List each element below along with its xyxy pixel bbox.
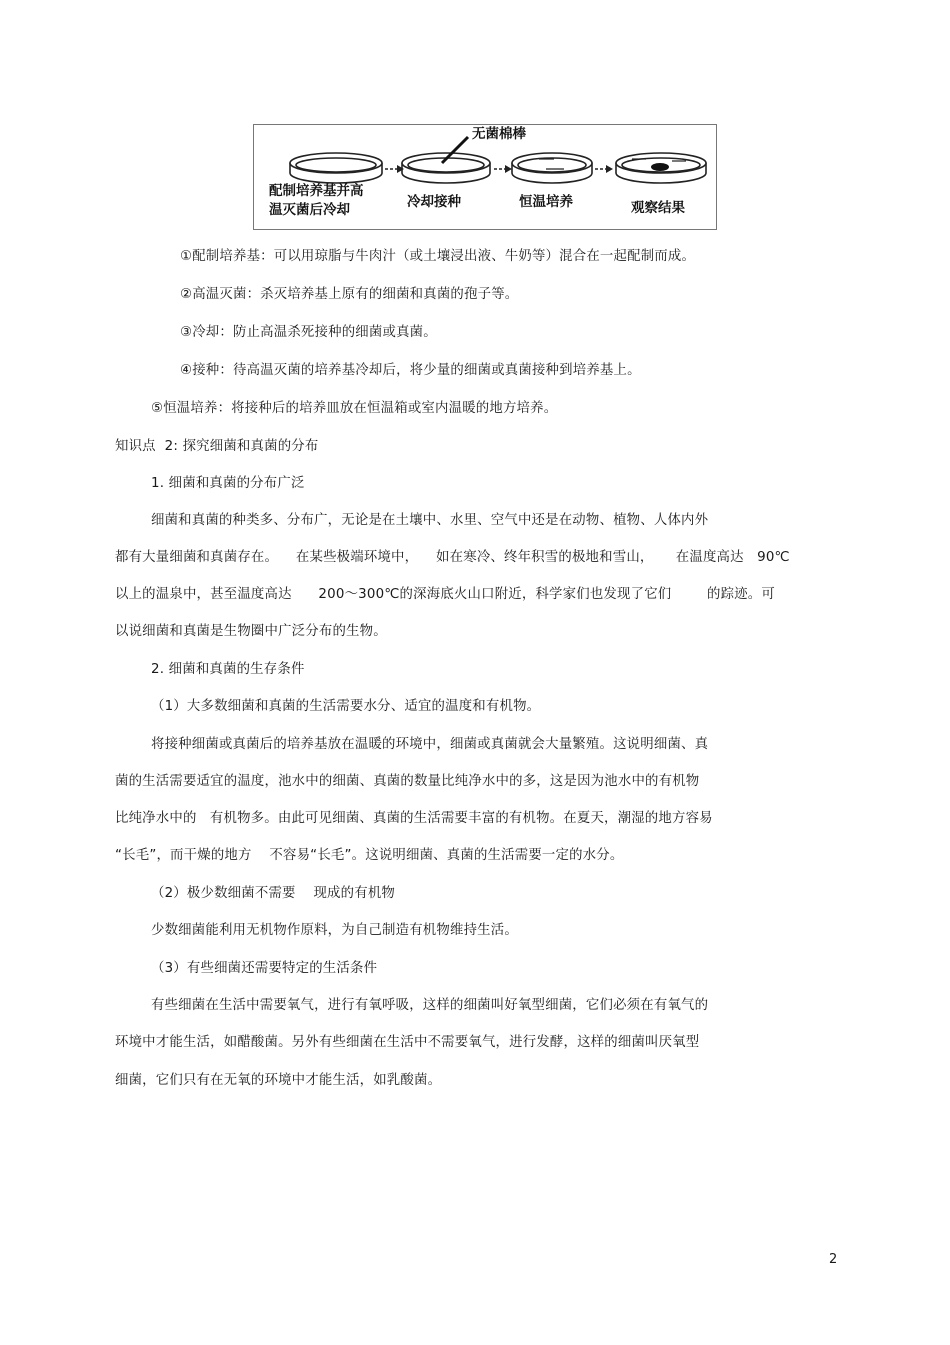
text-line: ③冷却：防止高温杀死接种的细菌或真菌。 bbox=[180, 325, 437, 340]
swab-label: 无菌棉棒 bbox=[472, 126, 526, 142]
section-heading: 知识点 2: 探究细菌和真菌的分布 bbox=[115, 439, 319, 454]
step-label: 观察结果 bbox=[631, 200, 685, 216]
text-line: “长毛”，而干燥的地方 不容易“长毛”。这说明细菌、真菌的生活需要一定的水分。 bbox=[115, 848, 624, 863]
petri-dish-sequence bbox=[254, 125, 716, 229]
subheading: 1. 细菌和真菌的分布广泛 bbox=[151, 476, 305, 491]
text-line: 细菌和真菌的种类多、分布广，无论是在土壤中、水里、空气中还是在动物、植物、人体内外 bbox=[151, 513, 709, 528]
arrow-icon bbox=[494, 165, 512, 173]
text-line: 将接种细菌或真菌后的培养基放在温暖的环境中，细菌或真菌就会大量繁殖。这说明细菌、真 bbox=[151, 737, 709, 752]
text-line: （3）有些细菌还需要特定的生活条件 bbox=[151, 961, 378, 976]
text-line: 少数细菌能利用无机物作原料，为自己制造有机物维持生活。 bbox=[151, 923, 518, 938]
text-line: ①配制培养基：可以用琼脂与牛肉汁（或土壤浸出液、牛奶等）混合在一起配制而成。 bbox=[180, 249, 696, 264]
arrow-icon bbox=[385, 165, 404, 173]
petri-dish-4 bbox=[616, 153, 706, 183]
text-line: 比纯净水中的 有机物多。由此可见细菌、真菌的生活需要丰富的有机物。在夏天，潮湿的地方容易 bbox=[115, 811, 713, 826]
text-line: 都有大量细菌和真菌存在。 在某些极端环境中， 如在寒冷、终年积雪的极地和雪山， 在温度高达 90℃ bbox=[115, 550, 790, 565]
text-line: ⑤恒温培养：将接种后的培养皿放在恒温箱或室内温暖的地方培养。 bbox=[151, 401, 558, 416]
text-line: 有些细菌在生活中需要氧气，进行有氧呼吸，这样的细菌叫好氧型细菌，它们必须在有氧气的 bbox=[151, 998, 709, 1013]
experiment-diagram bbox=[253, 124, 717, 230]
text-line: ②高温灭菌：杀灭培养基上原有的细菌和真菌的孢子等。 bbox=[180, 287, 519, 302]
text-line: （1）大多数细菌和真菌的生活需要水分、适宜的温度和有机物。 bbox=[151, 699, 541, 714]
subheading: 2. 细菌和真菌的生存条件 bbox=[151, 662, 305, 677]
text-line: 菌的生活需要适宜的温度，池水中的细菌、真菌的数量比纯净水中的多，这是因为池水中的有机物 bbox=[115, 774, 700, 789]
arrow-icon bbox=[595, 165, 613, 173]
step-label: 配制培养基并高 bbox=[269, 183, 364, 199]
text-line: 以上的温泉中，甚至温度高达 200～300℃的深海底火山口附近，科学家们也发现了它们 的踪迹。可 bbox=[115, 587, 775, 602]
text-line: 细菌，它们只有在无氧的环境中才能生活，如乳酸菌。 bbox=[115, 1073, 442, 1088]
text-line: 环境中才能生活，如醋酸菌。另外有些细菌在生活中不需要氧气，进行发酵，这样的细菌叫厌氧型 bbox=[115, 1035, 700, 1050]
petri-dish-3 bbox=[512, 153, 592, 183]
petri-dish-1 bbox=[290, 153, 382, 183]
page-number: 2 bbox=[829, 1252, 838, 1267]
step-label: 恒温培养 bbox=[519, 194, 573, 210]
text-line: 以说细菌和真菌是生物圈中广泛分布的生物。 bbox=[115, 624, 387, 639]
step-label: 温灭菌后冷却 bbox=[269, 202, 350, 218]
step-label: 冷却接种 bbox=[407, 194, 461, 210]
text-line: ④接种：待高温灭菌的培养基冷却后，将少量的细菌或真菌接种到培养基上。 bbox=[180, 363, 641, 378]
text-line: （2）极少数细菌不需要 现成的有机物 bbox=[151, 886, 395, 901]
